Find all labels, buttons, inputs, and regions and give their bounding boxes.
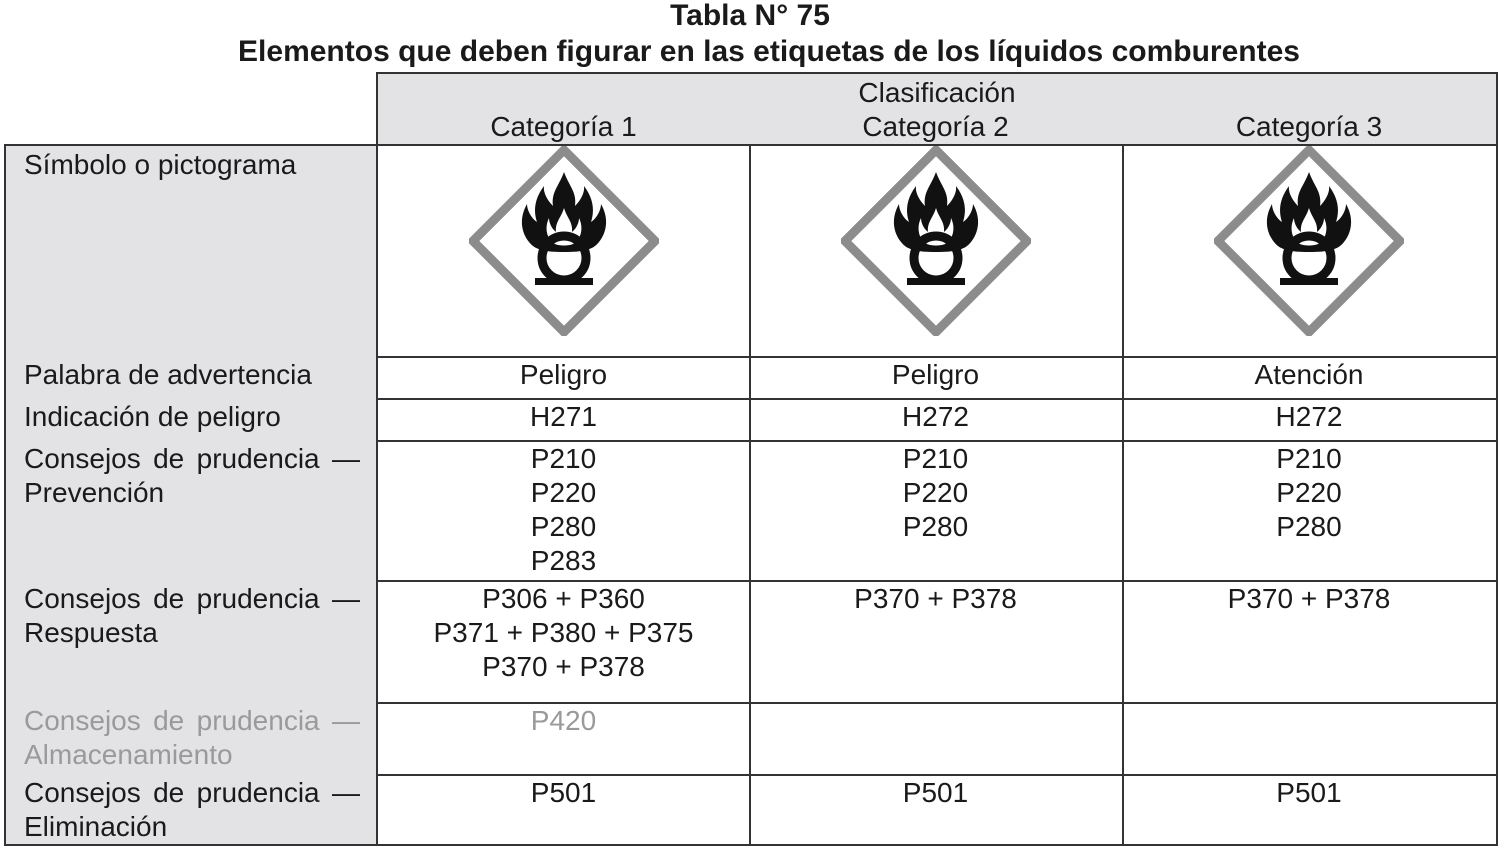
pictogram-cell-3 xyxy=(1122,144,1498,358)
row-label-disposal: Consejos de prudencia — Eliminación xyxy=(4,774,378,846)
list-item: P220 xyxy=(1276,477,1342,508)
table-title: Elementos que deben figurar en las etiquetas de los líquidos comburentes xyxy=(238,35,1300,68)
storage-cell-2 xyxy=(749,702,1124,776)
list-item: P210 xyxy=(1276,443,1342,474)
category-1-header xyxy=(376,108,751,146)
signal-word-cell-1: Peligro xyxy=(376,356,751,400)
list-item: P280 xyxy=(530,511,597,542)
hazard-cell-1: H271 xyxy=(376,398,751,442)
flame-over-circle-icon xyxy=(469,146,659,336)
category-2-label: Categoría 2 xyxy=(862,111,1009,142)
list-item: P280 xyxy=(1276,511,1342,542)
list-item: P370 + P378 xyxy=(1227,583,1391,614)
row-label-symbol: Símbolo o pictograma xyxy=(4,144,378,358)
category-3-header xyxy=(1122,108,1498,146)
list-item: P371 + P380 + P375 xyxy=(433,617,694,648)
disposal-cell-3: P501 xyxy=(1122,774,1498,846)
list-item: P280 xyxy=(902,511,969,542)
row-label-signal-word: Palabra de advertencia xyxy=(4,356,378,400)
hazard-cell-3: H272 xyxy=(1122,398,1498,442)
classification-header xyxy=(376,72,1498,110)
flame-over-circle-icon xyxy=(1214,146,1404,336)
table-number: Tabla N° 75 xyxy=(670,0,830,32)
row-label-prevention: Consejos de prudencia — Prevención xyxy=(4,440,378,582)
list-item: P210 xyxy=(902,443,969,474)
response-cell-1 xyxy=(376,580,751,704)
list-item: P370 + P378 xyxy=(482,651,645,682)
list-item: P283 xyxy=(530,545,597,576)
disposal-cell-2: P501 xyxy=(749,774,1124,846)
category-1-label: Categoría 1 xyxy=(490,111,637,142)
list-item: P210 xyxy=(530,443,597,474)
prevention-cell-3 xyxy=(1122,440,1498,582)
storage-cell-3 xyxy=(1122,702,1498,776)
response-cell-2 xyxy=(749,580,1124,704)
category-2-header xyxy=(749,108,1124,146)
list-item: P370 + P378 xyxy=(854,583,1017,614)
list-item: P220 xyxy=(530,477,597,508)
signal-word-cell-3: Atención xyxy=(1122,356,1498,400)
pictogram-cell-2 xyxy=(749,144,1124,358)
list-item: P306 + P360 xyxy=(482,583,645,614)
flame-over-circle-icon xyxy=(841,146,1031,336)
row-label-storage: Consejos de prudencia — Almacenamiento xyxy=(4,702,378,776)
pictogram-cell-1 xyxy=(376,144,751,358)
signal-word-cell-2: Peligro xyxy=(749,356,1124,400)
disposal-cell-1: P501 xyxy=(376,774,751,846)
row-label-response: Consejos de prudencia — Respuesta xyxy=(4,580,378,704)
response-cell-3 xyxy=(1122,580,1498,704)
category-3-label: Categoría 3 xyxy=(1235,111,1383,142)
list-item: P220 xyxy=(902,477,969,508)
row-label-hazard-statement: Indicación de peligro xyxy=(4,398,378,442)
prevention-cell-1 xyxy=(376,440,751,582)
hazard-cell-2: H272 xyxy=(749,398,1124,442)
list-item: P420 xyxy=(530,705,597,736)
classification-header-label: Clasificación xyxy=(858,77,1016,108)
prevention-cell-2 xyxy=(749,440,1124,582)
storage-cell-1 xyxy=(376,702,751,776)
